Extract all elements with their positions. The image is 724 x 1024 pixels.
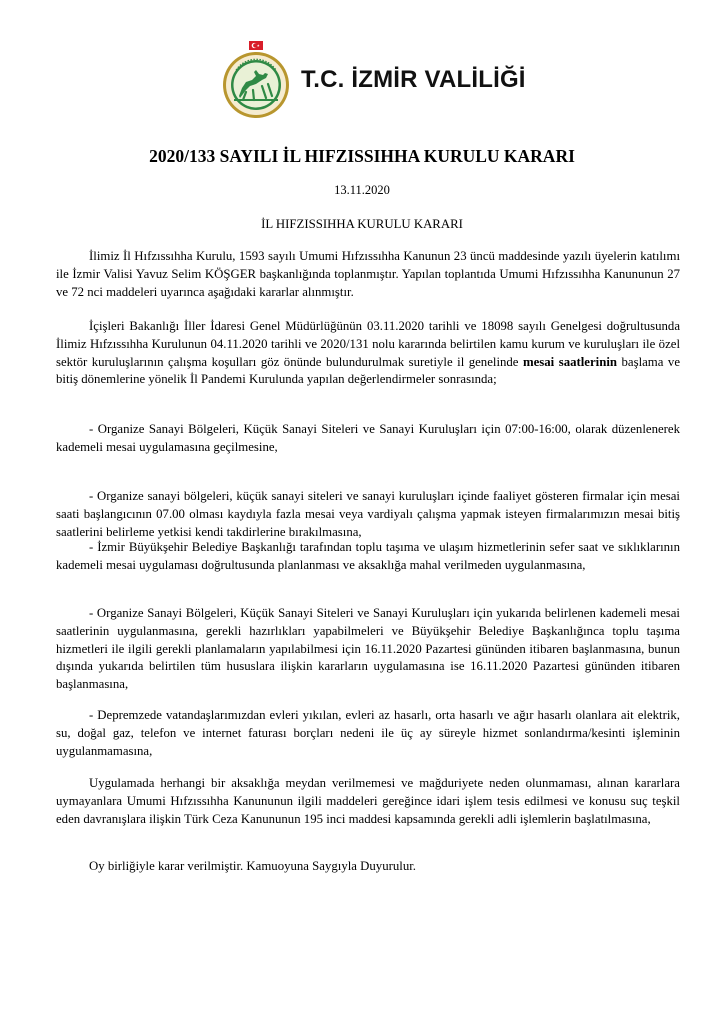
document-date: 13.11.2020 <box>334 183 390 197</box>
decision-item-public-transport: - İzmir Büyükşehir Belediye Başkanlığı tarafından toplu taşıma ve ulaşım hizmetlerinin sefer saat ve sıklıklarının kademeli mesai uygulaması doğrultusunda planlanması ve aksaklığa mahal verilmeden uygulanmasına, <box>56 540 680 572</box>
paragraph-context <box>56 318 680 389</box>
document-subtitle: İL HIFZISSIHHA KURULU KARARI <box>261 217 463 231</box>
paragraph-intro: İlimiz İl Hıfzıssıhha Kurulu, 1593 sayılı Umumi Hıfzıssıhha Kanunun 23 üncü maddesinde yazılı üyelerin katılımı ile İzmir Valisi Yavuz Selim KÖŞGER başkanlığında toplanmıştır. Yapılan toplantıda Umumi Hıfzıssıhha Kanununun 27 ve 72 nci maddeleri uyarınca aşağıdaki kararlar alınmıştır. <box>56 249 680 299</box>
document-title: 2020/133 SAYILI İL HIFZISSIHHA KURULU KARARI <box>149 146 575 166</box>
organization-name: T.C. İZMİR VALİLİĞİ <box>301 66 526 93</box>
paragraph-context-emphasis: mesai saatlerinin <box>522 354 618 369</box>
page-header <box>0 40 724 120</box>
decision-item-earthquake-victims: - Depremzede vatandaşlarımızdan evleri yıkılan, evleri az hasarlı, orta hasarlı ve ağır hasarlı olanlara ait elektrik, su, doğal gaz, telefon ve internet faturası borçları nedeni ile üç ay süreyle hizmet sonlandırma/kesinti işleminin uygulanmamasına, <box>56 708 680 758</box>
paragraph-closing: Oy birliğiyle karar verilmiştir. Kamuoyuna Saygıyla Duyurulur. <box>89 859 416 873</box>
paragraph-context-start: İçişleri Bakanlığı İller İdaresi Genel Müdürlüğünün 03.11.2020 tarihli ve 18098 sayılı Genelgesi doğrultusunda İlimiz Hıfzıssıhha Kurulunun 04.11.2020 tarihli ve 2020/131 nolu kararında belirtilen kamu kurum ve kuruluşları ile özel sektör kuruluşlarının çalışma koşulları göz önünde bulundurulmak suretiyle il genelinde <box>56 319 680 369</box>
decision-item-overtime: - Organize sanayi bölgeleri, küçük sanayi siteleri ve sanayi kuruluşları içinde faaliyet gösteren firmalar için mesai saati başlangıcının 07.00 olması kaydıyla fazla mesai veya vardiyalı çalışma yapmak isteyen firmalarımızın mesai bitiş saatlerini belirleme yetkisi kendi takdirlerine bırakılmasına, <box>56 489 680 539</box>
izmir-governorship-emblem-icon <box>216 40 296 120</box>
paragraph-context-end: başlama ve bitiş dönemlerine yönelik İl Pandemi Kurulunda yapılan değerlendirmeler sonrasında; <box>56 354 680 387</box>
decision-item-working-hours: - Organize Sanayi Bölgeleri, Küçük Sanayi Siteleri ve Sanayi Kuruluşları için 07:00-16:00, olarak düzenlenerek kademeli mesai uygulamasına geçilmesine, <box>56 422 680 454</box>
decision-item-start-date: - Organize Sanayi Bölgeleri, Küçük Sanayi Siteleri ve Sanayi Kuruluşları için yukarıda belirlenen kademeli mesai saatlerinin uygulanmasına, gerekli hazırlıkları yapabilmeleri ve Büyükşehir Belediye Başkanlığınca toplu taşıma hizmetleri ile ilgili gerekli planlamaların yapılabilmesi için 16.11.2020 Pazartesi gününden itibaren başlanmasına, bunun dışında yukarıda belirtilen tüm hususlara ilişkin kararların uygulamasına ise 16.11.2020 Pazartesi gününden itibaren başlanmasına, <box>56 606 680 692</box>
paragraph-enforcement: Uygulamada herhangi bir aksaklığa meydan verilmemesi ve mağduriyete neden olunmaması, alınan kararlara uymayanlara Umumi Hıfzıssıhha Kanununun ilgili maddeleri gereğince idari işlem tesis edilmesi ve konusu suç teşkil eden davranışlara ilişkin Türk Ceza Kanununun 195 inci maddesi kapsamında gerekli adli işlemlerin başlatılmasına, <box>56 776 680 826</box>
